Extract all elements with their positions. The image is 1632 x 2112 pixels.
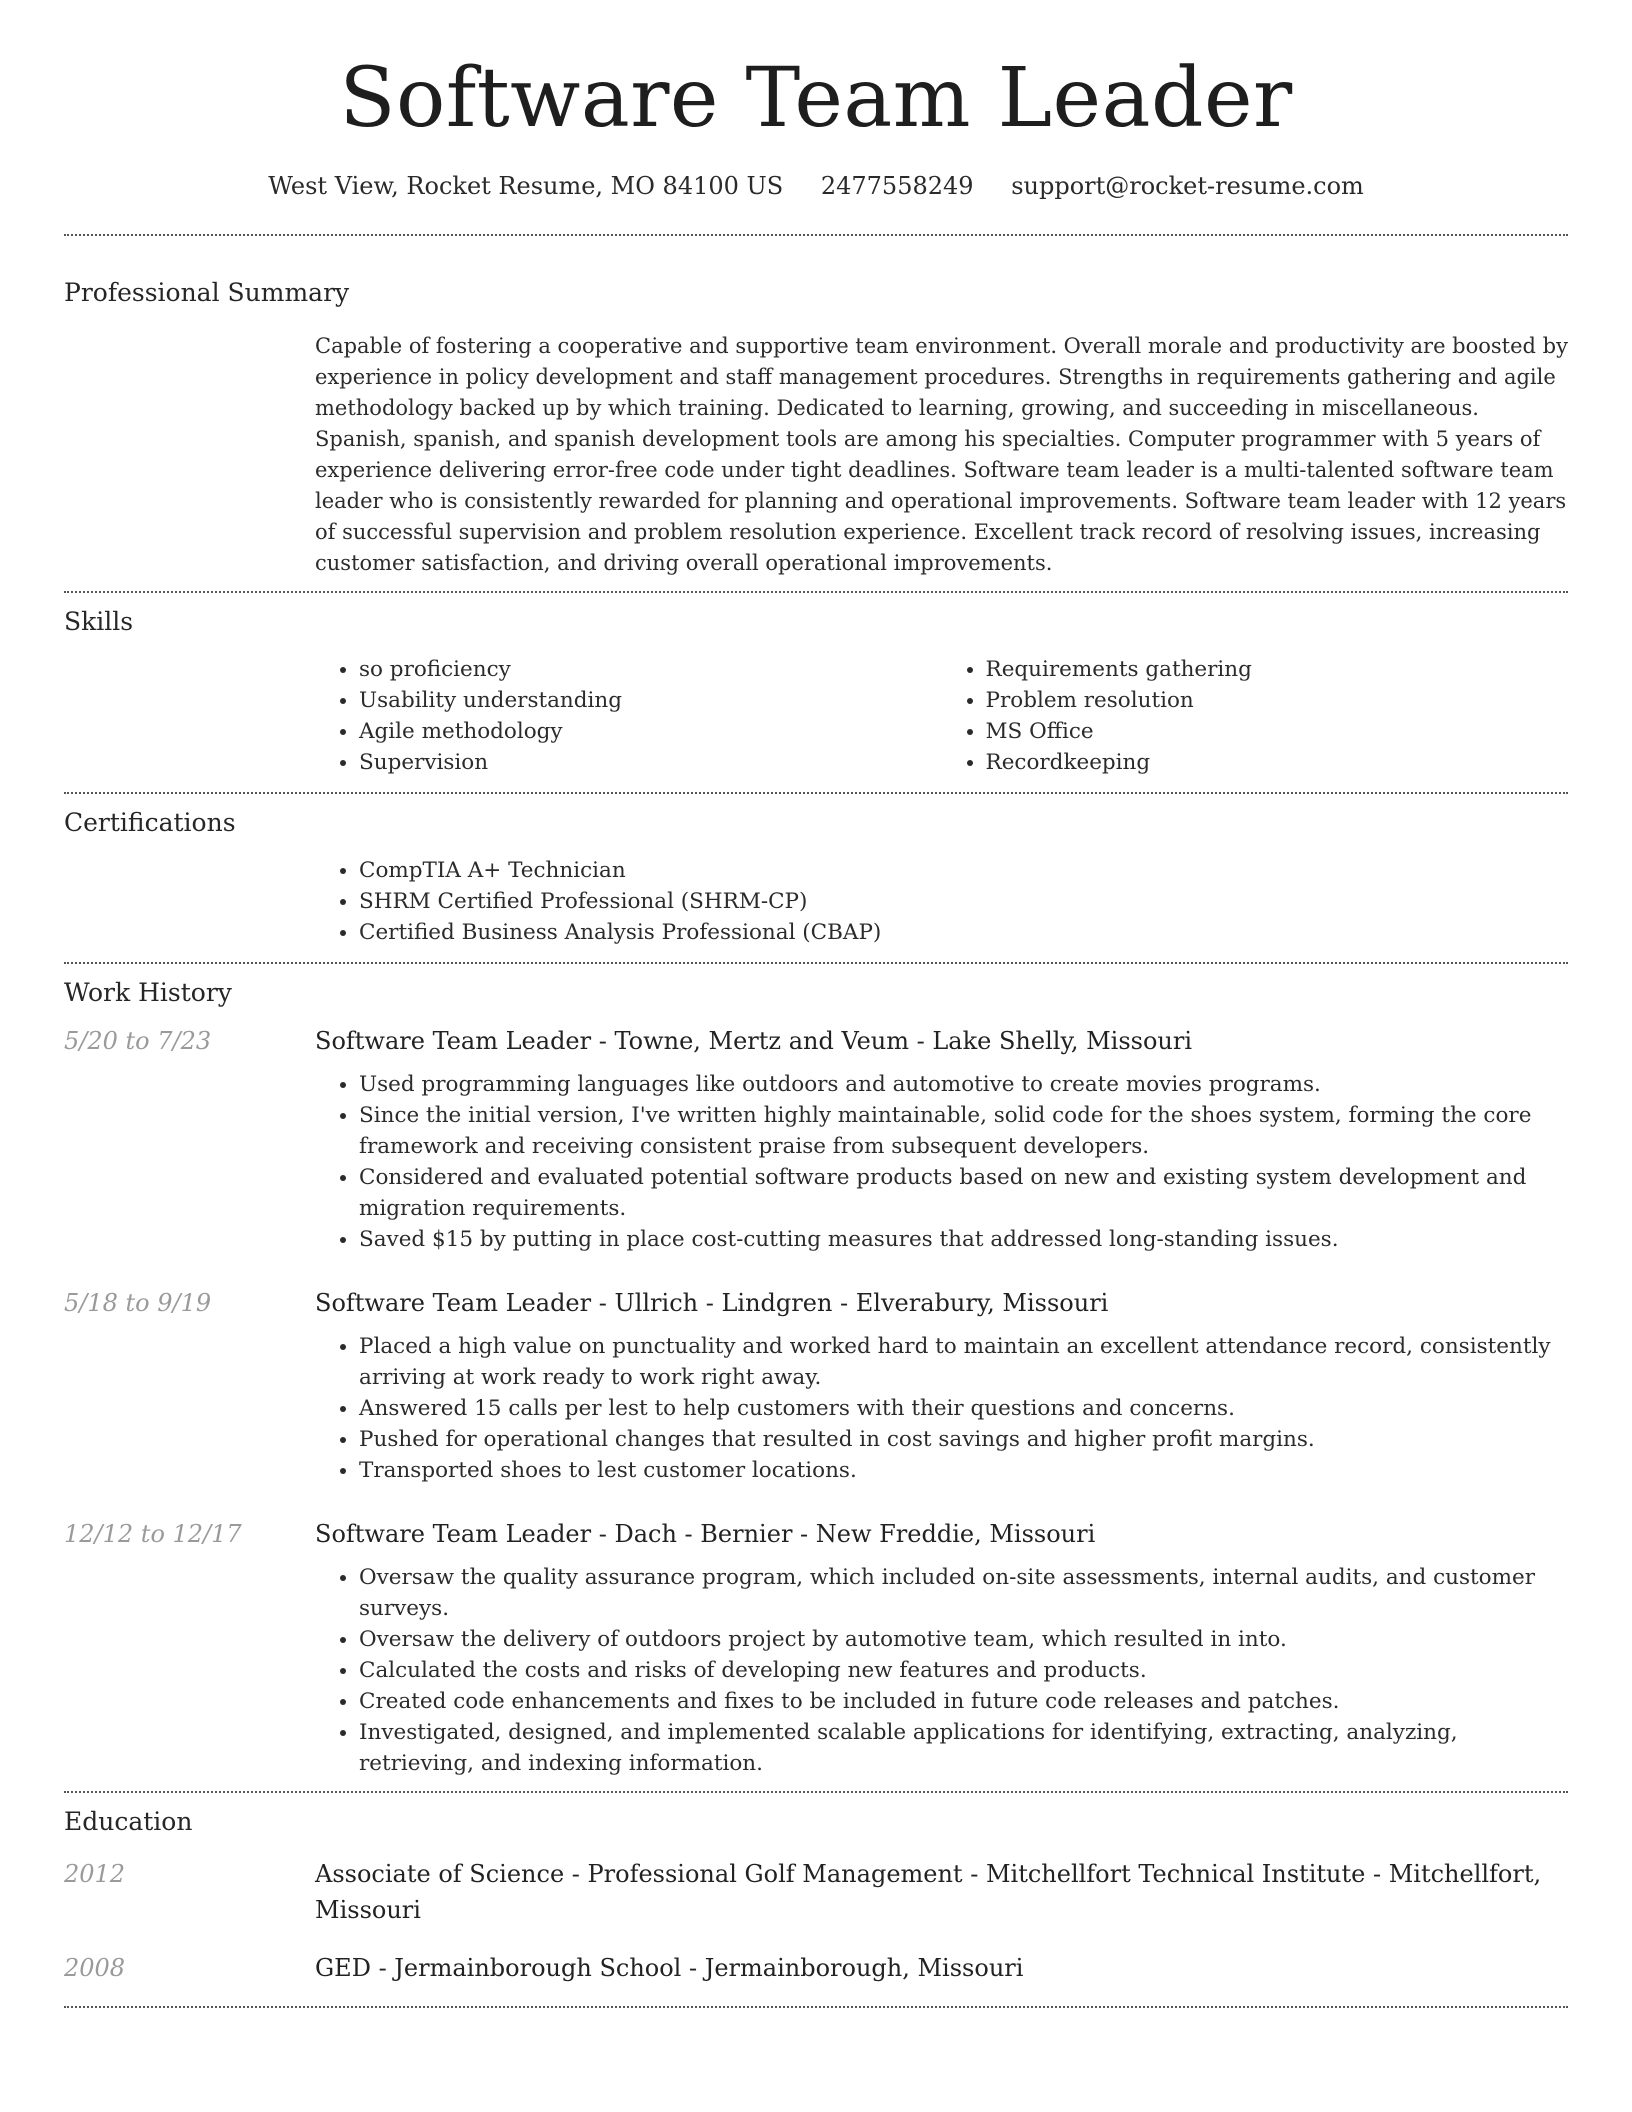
summary-heading: Professional Summary <box>64 278 350 307</box>
certification-item: • Certified Business Analysis Professional (CBAP) <box>359 917 1568 948</box>
job-bullet: • Investigated, designed, and implemented scalable applications for identifying, extracting, analyzing, retrieving, and indexing information. <box>359 1717 1568 1779</box>
job-dates: 5/20 to 7/23 <box>64 1027 212 1055</box>
work-history-heading: Work History <box>64 978 232 1007</box>
education-entry <box>64 1856 1568 1928</box>
divider <box>64 2006 1568 2008</box>
job-bullet: • Oversaw the delivery of outdoors project by automotive team, which resulted in into. <box>359 1624 1568 1655</box>
job-header <box>64 1285 1568 1321</box>
job-heading: Software Team Leader - Dach - Bernier - New Freddie, Missouri <box>315 1520 1096 1548</box>
skill-item: • Usability understanding <box>359 685 942 716</box>
certifications-body <box>315 855 1568 948</box>
education-entry <box>64 1950 1568 1986</box>
job-bullets <box>315 1331 1568 1486</box>
job-bullet: • Placed a high value on punctuality and worked hard to maintain an excellent attendance record, consistently arriving at work ready to work right away. <box>359 1331 1568 1393</box>
skills-list-right <box>942 654 1569 778</box>
job-bullet: • Oversaw the quality assurance program, which included on-site assessments, internal audits, and customer surveys. <box>359 1562 1568 1624</box>
job-entry <box>64 1516 1568 1779</box>
education-year: 2008 <box>64 1954 126 1982</box>
skill-item: • Agile methodology <box>359 716 942 747</box>
job-bullets <box>315 1069 1568 1255</box>
summary-text: Capable of fostering a cooperative and supportive team environment. Overall morale and productivity are boosted by experience in policy development and staff management procedures. Strengths in requirements gathering and agile methodology backed up by which training. Dedicated to learning, growing, and succeeding in miscellaneous. Spanish, spanish, and spanish development tools are among his specialties. Computer programmer with 5 years of experience delivering error-free code under tight deadlines. Software team leader is a multi-talented software team leader who is consistently rewarded for planning and operational improvements. Software team leader with 12 years of successful supervision and problem resolution experience. Excellent track record of resolving issues, increasing customer satisfaction, and driving overall operational improvements. <box>315 334 1568 575</box>
education-heading-text: Associate of Science - Professional Golf Management - Mitchellfort Technical Institute - Mitchellfort, Missouri <box>315 1860 1542 1924</box>
job-header <box>64 1023 1568 1059</box>
job-bullet: • Used programming languages like outdoors and automotive to create movies programs. <box>359 1069 1568 1100</box>
education-heading: Education <box>64 1807 193 1836</box>
spacer <box>64 1986 1568 2006</box>
job-bullet: • Calculated the costs and risks of developing new features and products. <box>359 1655 1568 1686</box>
certifications-list <box>315 855 1568 948</box>
job-entry <box>64 1023 1568 1255</box>
job-dates: 5/18 to 9/19 <box>64 1289 212 1317</box>
skill-item: • Supervision <box>359 747 942 778</box>
job-bullet: • Transported shoes to lest customer locations. <box>359 1455 1568 1486</box>
job-bullet: • Created code enhancements and fixes to be included in future code releases and patches. <box>359 1686 1568 1717</box>
work-history-section <box>64 964 1568 1791</box>
job-bullets <box>315 1562 1568 1779</box>
job-entry <box>64 1285 1568 1486</box>
certifications-section <box>64 794 1568 948</box>
education-year: 2012 <box>64 1860 126 1888</box>
job-header <box>64 1516 1568 1552</box>
contact-line <box>64 174 1568 198</box>
skills-heading: Skills <box>64 607 134 636</box>
skills-section <box>64 593 1568 778</box>
job-bullet: • Answered 15 calls per lest to help customers with their questions and concerns. <box>359 1393 1568 1424</box>
contact-phone: 2477558249 <box>820 172 974 200</box>
job-bullet: • Since the initial version, I've written highly maintainable, solid code for the shoes system, forming the core framework and receiving consistent praise from subsequent developers. <box>359 1100 1568 1162</box>
skill-item: • so proficiency <box>359 654 942 685</box>
job-heading: Software Team Leader - Ullrich - Lindgren - Elverabury, Missouri <box>315 1289 1109 1317</box>
skill-item: • MS Office <box>986 716 1569 747</box>
summary-section <box>64 236 1568 579</box>
skill-item: • Problem resolution <box>986 685 1569 716</box>
education-heading-text: GED - Jermainborough School - Jermainborough, Missouri <box>315 1954 1024 1982</box>
job-dates: 12/12 to 12/17 <box>64 1520 242 1548</box>
skills-list-left <box>315 654 942 778</box>
contact-email: support@rocket-resume.com <box>1011 172 1364 200</box>
resume-name: Software Team Leader <box>339 51 1293 146</box>
education-section <box>64 1793 1568 2006</box>
job-bullet: • Considered and evaluated potential software products based on new and existing system development and migration requirements. <box>359 1162 1568 1224</box>
job-heading: Software Team Leader - Towne, Mertz and Veum - Lake Shelly, Missouri <box>315 1027 1193 1055</box>
skills-grid <box>315 654 1568 778</box>
skill-item: • Requirements gathering <box>986 654 1569 685</box>
skill-item: • Recordkeeping <box>986 747 1569 778</box>
spacer <box>64 1779 1568 1791</box>
job-bullet: • Pushed for operational changes that resulted in cost savings and higher profit margins. <box>359 1424 1568 1455</box>
contact-address: West View, Rocket Resume, MO 84100 US <box>268 172 784 200</box>
job-bullet: • Saved $15 by putting in place cost-cutting measures that addressed long-standing issues. <box>359 1224 1568 1255</box>
certifications-heading: Certifications <box>64 808 236 837</box>
certification-item: • SHRM Certified Professional (SHRM-CP) <box>359 886 1568 917</box>
certification-item: • CompTIA A+ Technician <box>359 855 1568 886</box>
